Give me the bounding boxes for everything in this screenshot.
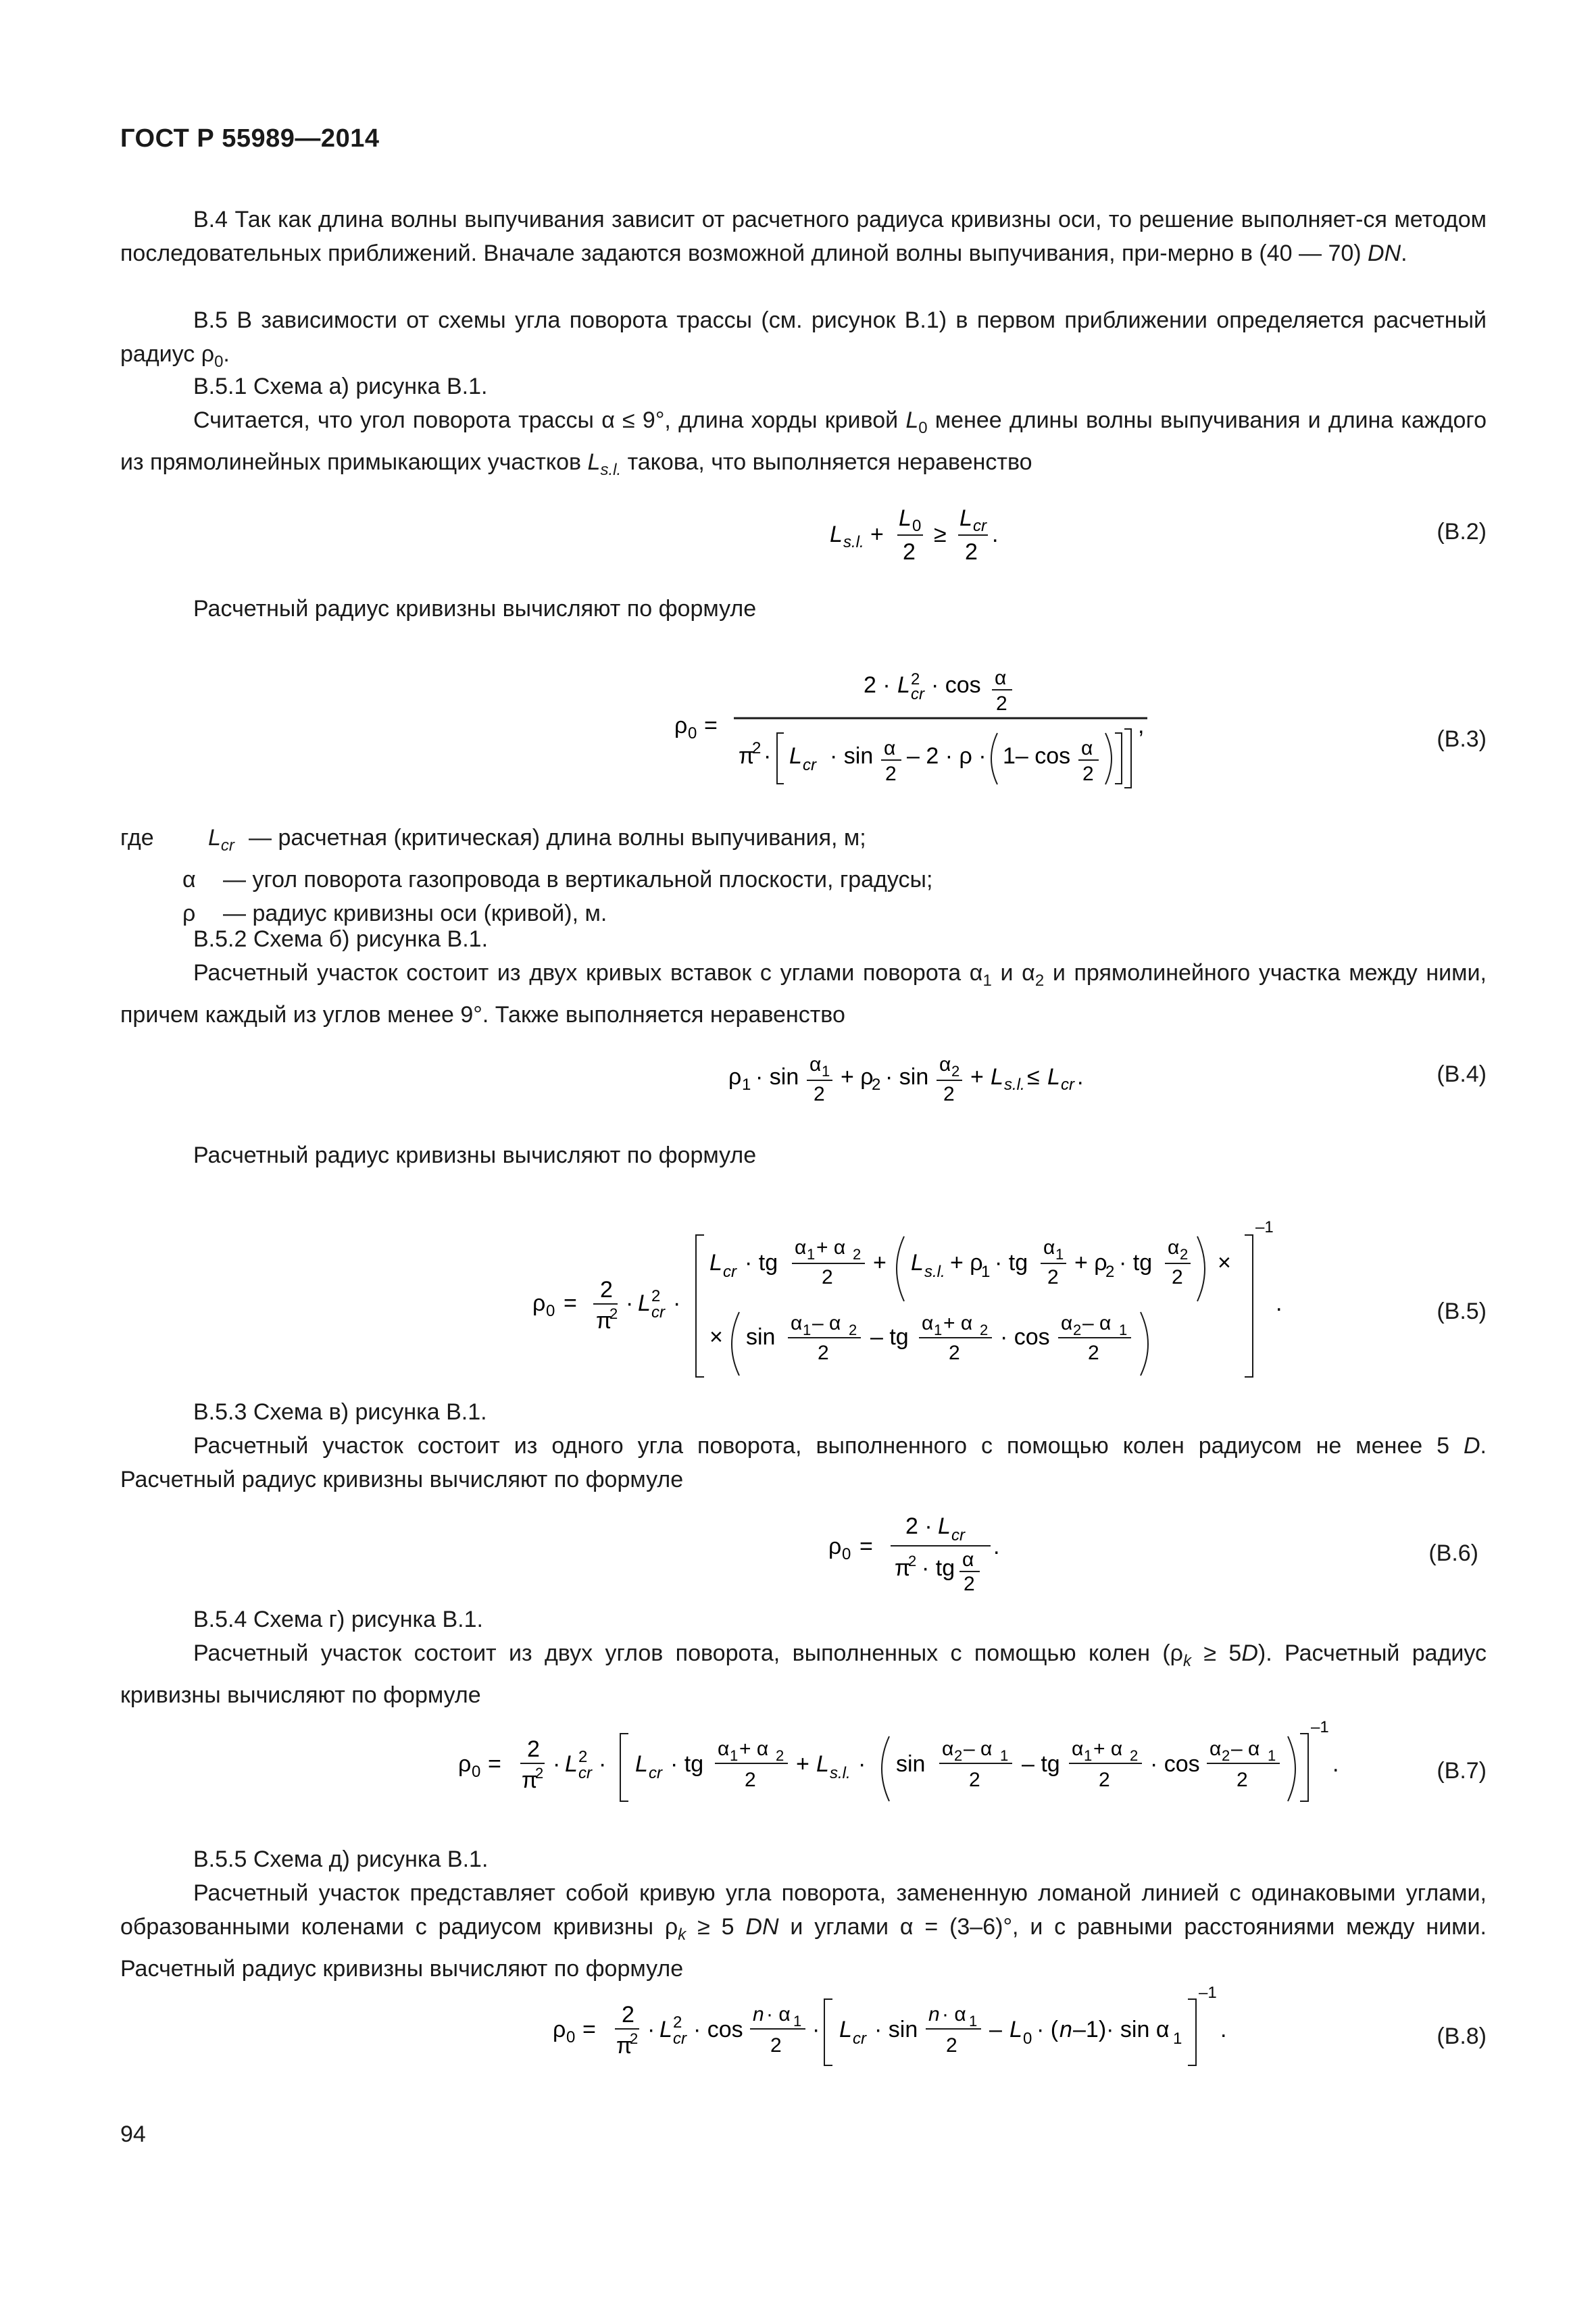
svg-text:L: L <box>635 1751 648 1777</box>
svg-text:– 2 · ρ ·: – 2 · ρ · <box>907 743 987 769</box>
svg-text:α: α <box>795 1236 807 1259</box>
svg-text:α: α <box>962 1549 974 1571</box>
svg-text:≥: ≥ <box>934 522 947 547</box>
svg-text:·: · <box>812 2017 820 2042</box>
svg-text:π: π <box>596 1308 612 1334</box>
where-alpha-symbol: α <box>182 866 196 892</box>
svg-text:α: α <box>809 1053 822 1076</box>
svg-text:2: 2 <box>818 1342 829 1364</box>
svg-text:s.l.: s.l. <box>830 1764 851 1782</box>
svg-text:cr: cr <box>651 1303 665 1322</box>
formula-b4 <box>593 1044 1201 1111</box>
svg-text:1: 1 <box>793 2013 802 2030</box>
svg-text:2: 2 <box>578 1748 588 1766</box>
formula-b5 <box>404 1216 1350 1378</box>
svg-text:– α: – α <box>964 1738 993 1760</box>
svg-text:α: α <box>1061 1312 1073 1334</box>
svg-text:2: 2 <box>980 1322 989 1338</box>
svg-text:2: 2 <box>1082 763 1094 785</box>
page-number: 94 <box>120 2121 146 2147</box>
svg-text:cr: cr <box>578 1764 592 1782</box>
svg-text:,: , <box>1138 713 1145 738</box>
svg-text:α: α <box>884 737 896 759</box>
svg-text:ρ: ρ <box>828 1534 842 1559</box>
svg-text:1: 1 <box>1173 2030 1182 2048</box>
svg-text:cr: cr <box>951 1526 965 1544</box>
svg-text:=: = <box>859 1534 873 1559</box>
svg-text:2 ·: 2 · <box>905 1513 932 1539</box>
svg-text:.: . <box>1276 1290 1282 1316</box>
svg-text:0: 0 <box>546 1302 555 1320</box>
svg-text:.: . <box>993 1534 1000 1559</box>
svg-text:–: – <box>989 2017 1002 2042</box>
equation-number: (В.4) <box>1437 1061 1487 1087</box>
svg-text:α: α <box>1072 1738 1084 1760</box>
svg-text:·: · <box>673 1290 681 1316</box>
svg-text:1: 1 <box>934 1322 943 1338</box>
svg-text:α: α <box>995 667 1007 689</box>
svg-text:1: 1 <box>1268 1747 1276 1764</box>
svg-text:cr: cr <box>973 517 987 535</box>
svg-text:0: 0 <box>842 1545 851 1563</box>
svg-text:L: L <box>839 2017 852 2042</box>
equation-b6 <box>120 1500 1487 1594</box>
document-header: ГОСТ Р 55989—2014 <box>120 124 380 153</box>
svg-text:L: L <box>959 505 972 531</box>
svg-text:ρ: ρ <box>553 2017 566 2042</box>
svg-text:2: 2 <box>527 1736 540 1762</box>
svg-text:+: + <box>870 522 884 547</box>
section-b52-title: В.5.2 Схема б) рисунка В.1. <box>193 926 489 952</box>
svg-text:×: × <box>1218 1250 1231 1276</box>
svg-text:· cos: · cos <box>931 672 981 698</box>
svg-text:2: 2 <box>1237 1769 1248 1791</box>
svg-text:L: L <box>991 1064 1003 1090</box>
svg-text:n: n <box>928 2003 940 2026</box>
svg-text:α: α <box>1210 1738 1222 1760</box>
svg-text:2: 2 <box>903 539 916 565</box>
svg-text:· tg: · tg <box>1119 1250 1153 1276</box>
svg-text:+: + <box>873 1250 887 1276</box>
paragraph-b4: В.4 Так как длина волны выпучивания зависит от расчетного радиуса кривизны оси, то решение выполняет-ся методом последовательных приближений. Вначале задаются возможной длиной волны выпучивания, при-мерно в (40 — 70) DN. <box>120 207 1487 266</box>
svg-text:L: L <box>830 522 843 547</box>
svg-text:≤: ≤ <box>1027 1064 1040 1090</box>
svg-text:2: 2 <box>1047 1266 1059 1288</box>
svg-text:+: + <box>796 1751 809 1777</box>
svg-text:0: 0 <box>688 724 697 743</box>
svg-text:cr: cr <box>911 685 924 703</box>
paragraph-b54: Расчетный участок состоит из двух углов поворота, выполненных с помощью колен $(\rho_k \ge 5D)$. Расчетный радиус кривизны вычисляют по формуле <box>120 1640 1487 1708</box>
svg-text:2: 2 <box>600 1277 613 1303</box>
equation-number: (В.5) <box>1437 1299 1487 1324</box>
svg-text:· α: · α <box>942 2003 966 2026</box>
where-rho-text: — радиус кривизны оси (кривой), м. <box>223 900 607 926</box>
svg-text:·: · <box>553 1751 561 1777</box>
svg-text:×: × <box>709 1324 723 1350</box>
svg-text:cr: cr <box>803 756 816 774</box>
svg-text:· tg: · tg <box>922 1555 955 1581</box>
svg-text:α: α <box>718 1738 730 1760</box>
svg-text:L: L <box>911 1250 924 1276</box>
svg-text:1– cos: 1– cos <box>1003 743 1071 769</box>
svg-text:2: 2 <box>622 2002 634 2028</box>
svg-text:2: 2 <box>969 1769 980 1791</box>
formula-b8 <box>418 1983 1499 2071</box>
svg-text:·: · <box>626 1290 634 1316</box>
svg-text:2: 2 <box>1222 1747 1230 1764</box>
svg-text:L: L <box>1009 2017 1022 2042</box>
calc-radius-text-1: Расчетный радиус кривизны вычисляют по формуле <box>193 596 757 622</box>
equation-b2 <box>120 500 1487 568</box>
paragraph-b5: В.5 В зависимости от схемы угла поворота трассы (см. рисунок В.1) в первом приближении определяется расчетный радиус $\rho_0$. <box>120 307 1487 371</box>
svg-text:π: π <box>616 2033 632 2059</box>
svg-text:2: 2 <box>535 1765 544 1782</box>
svg-text:π: π <box>522 1767 538 1793</box>
svg-text:α: α <box>1043 1236 1055 1259</box>
svg-text:1: 1 <box>969 2013 978 2030</box>
svg-text:2: 2 <box>965 539 978 565</box>
svg-text:· tg: · tg <box>745 1250 778 1276</box>
svg-text:+ ρ: + ρ <box>1074 1250 1107 1276</box>
svg-text:+ ρ: + ρ <box>950 1250 983 1276</box>
svg-text:sin: sin <box>896 1751 926 1777</box>
svg-text:–1: –1 <box>1255 1218 1274 1236</box>
svg-text:2: 2 <box>872 1076 881 1094</box>
where-lcr-symbol: $L_{cr}$ <box>208 825 234 855</box>
svg-text:.: . <box>1220 2017 1227 2042</box>
equation-b5 <box>120 1216 1487 1378</box>
svg-text:s.l.: s.l. <box>843 533 864 551</box>
svg-text:1: 1 <box>1055 1246 1064 1263</box>
svg-text:=: = <box>704 713 718 738</box>
svg-text:– α: – α <box>1231 1738 1260 1760</box>
svg-text:· sin: · sin <box>755 1064 799 1090</box>
svg-text:L: L <box>899 505 912 531</box>
svg-text:2: 2 <box>1130 1747 1139 1764</box>
svg-text:1: 1 <box>1000 1747 1009 1764</box>
svg-text:=: = <box>488 1751 501 1777</box>
svg-text:n: n <box>753 2003 764 2026</box>
svg-text:+ ρ: + ρ <box>841 1064 874 1090</box>
svg-text:1: 1 <box>742 1076 751 1094</box>
svg-text:2: 2 <box>908 1553 917 1569</box>
formula-b7 <box>323 1716 1404 1811</box>
svg-text:.: . <box>1077 1064 1084 1090</box>
svg-text:2: 2 <box>853 1246 862 1263</box>
svg-text:– tg: – tg <box>870 1324 909 1350</box>
svg-text:L: L <box>638 1290 651 1316</box>
svg-text:+ α: + α <box>1093 1738 1123 1760</box>
svg-text:+ α: + α <box>739 1738 769 1760</box>
svg-text:2: 2 <box>1172 1266 1183 1288</box>
svg-text:s.l.: s.l. <box>1004 1076 1025 1094</box>
svg-text:L: L <box>659 2017 672 2042</box>
svg-text:0: 0 <box>1023 2030 1032 2048</box>
svg-text:sin: sin <box>746 1324 776 1350</box>
svg-text:· cos: · cos <box>1000 1324 1050 1350</box>
where-clause <box>120 821 1487 930</box>
svg-text:·: · <box>599 1751 607 1777</box>
svg-text:L: L <box>565 1751 578 1777</box>
svg-text:1: 1 <box>730 1747 739 1764</box>
svg-text:=: = <box>582 2017 596 2042</box>
svg-text:2: 2 <box>954 1747 963 1764</box>
svg-text:cr: cr <box>723 1263 737 1281</box>
svg-text:1: 1 <box>807 1246 816 1263</box>
equation-number: (В.8) <box>1437 2023 1487 2049</box>
equation-b8 <box>120 1983 1487 2071</box>
svg-text:.: . <box>992 522 999 547</box>
svg-text:+ α: + α <box>816 1236 846 1259</box>
svg-text:s.l.: s.l. <box>924 1263 945 1281</box>
svg-text:1: 1 <box>981 1263 991 1281</box>
where-rho-symbol: ρ <box>182 900 196 926</box>
where-alpha-text: — угол поворота газопровода в вертикальной плоскости, градусы; <box>223 866 933 892</box>
svg-text:1: 1 <box>1084 1747 1093 1764</box>
section-b51-title: В.5.1 Схема а) рисунка В.1. <box>193 374 488 399</box>
svg-text:2: 2 <box>964 1573 975 1594</box>
svg-text:cr: cr <box>649 1764 662 1782</box>
svg-text:2: 2 <box>911 670 920 688</box>
svg-text:· cos: · cos <box>693 2017 743 2042</box>
svg-text:+ α: + α <box>943 1312 973 1334</box>
svg-text:L: L <box>938 1513 951 1539</box>
equation-number: (В.2) <box>1437 519 1487 545</box>
section-b53-title: В.5.3 Схема в) рисунка В.1. <box>193 1399 487 1425</box>
svg-text:2: 2 <box>752 739 762 757</box>
formula-b6 <box>688 1500 1296 1594</box>
svg-text:2: 2 <box>1105 1263 1115 1281</box>
svg-text:π: π <box>895 1555 911 1581</box>
svg-text:ρ: ρ <box>458 1751 472 1777</box>
svg-text:α: α <box>791 1312 803 1334</box>
formula-b3 <box>546 665 1222 794</box>
svg-text:ρ: ρ <box>674 713 688 738</box>
svg-text:2: 2 <box>609 1305 618 1322</box>
equation-b3 <box>120 665 1487 794</box>
svg-text:cr: cr <box>1061 1076 1074 1094</box>
svg-text:2: 2 <box>885 763 897 785</box>
svg-text:L: L <box>816 1751 829 1777</box>
svg-text:2: 2 <box>951 1063 960 1080</box>
paragraph-b52: Расчетный участок состоит из двух кривых вставок с углами поворота $\alpha_1$ и $\alpha_2$ и прямолинейного участка между ними, причем каждый из углов менее 9°. Также выполняется неравенство <box>120 960 1487 1028</box>
svg-text:2: 2 <box>673 2013 682 2032</box>
svg-text:· (: · ( <box>1037 2017 1059 2042</box>
paragraph-b51: Считается, что угол поворота трассы α ≤ 9°, длина хорды кривой $L_0$ менее длины волны выпучивания и длина каждого из прямолинейных примыкающих участков $L_{s.l.}$ такова, что выполняется неравенство <box>120 407 1487 479</box>
svg-text:α: α <box>1081 737 1093 759</box>
svg-text:α: α <box>1168 1236 1180 1259</box>
section-b54-title: В.5.4 Схема г) рисунка В.1. <box>193 1607 483 1632</box>
equation-b7 <box>120 1716 1487 1811</box>
svg-text:0: 0 <box>912 517 922 535</box>
svg-text:+: + <box>970 1064 984 1090</box>
equation-number: (В.3) <box>1437 726 1487 752</box>
svg-text:2: 2 <box>1180 1246 1189 1263</box>
svg-text:α: α <box>942 1738 954 1760</box>
where-lcr-text: — расчетная (критическая) длина волны выпучивания, м; <box>249 825 866 851</box>
svg-text:2: 2 <box>946 2034 957 2057</box>
svg-text:2: 2 <box>776 1747 784 1764</box>
svg-text:2: 2 <box>630 2030 639 2047</box>
svg-text:2 ·: 2 · <box>864 672 891 698</box>
svg-text:–1: –1 <box>1311 1718 1329 1736</box>
svg-text:2: 2 <box>1088 1342 1099 1364</box>
section-b55-title: В.5.5 Схема д) рисунка В.1. <box>193 1846 489 1872</box>
svg-text:· cos: · cos <box>1150 1751 1200 1777</box>
svg-text:· sin: · sin <box>874 2017 918 2042</box>
svg-text:1: 1 <box>1119 1322 1128 1338</box>
svg-text:· α: · α <box>766 2003 791 2026</box>
svg-text:ρ: ρ <box>532 1290 546 1316</box>
svg-text:α: α <box>922 1312 934 1334</box>
svg-text:2: 2 <box>849 1322 857 1338</box>
svg-text:L: L <box>1047 1064 1060 1090</box>
svg-text:2: 2 <box>943 1083 955 1105</box>
svg-text:2: 2 <box>1073 1322 1082 1338</box>
svg-text:2: 2 <box>822 1266 833 1288</box>
svg-text:– tg: – tg <box>1022 1751 1060 1777</box>
svg-text:2: 2 <box>814 1083 825 1105</box>
svg-text:· sin: · sin <box>830 743 874 769</box>
svg-text:1: 1 <box>803 1322 812 1338</box>
svg-text:· tg: · tg <box>670 1751 704 1777</box>
svg-text:–1)· sin α: –1)· sin α <box>1073 2017 1170 2042</box>
paragraph-b53: Расчетный участок состоит из одного угла поворота, выполненного с помощью колен радиусом не менее 5 D. Расчетный радиус кривизны вычисляют по формуле <box>120 1433 1487 1492</box>
svg-text:L: L <box>789 743 802 769</box>
svg-text:n: n <box>1059 2017 1072 2042</box>
svg-text:=: = <box>564 1290 577 1316</box>
svg-text:0: 0 <box>566 2028 576 2046</box>
svg-text:– α: – α <box>1082 1312 1112 1334</box>
svg-text:2: 2 <box>1099 1769 1110 1791</box>
svg-text:.: . <box>1332 1751 1339 1777</box>
paragraph-b55: Расчетный участок представляет собой кривую угла поворота, замененную ломаной линией с одинаковыми углами, образованными коленами с радиусом кривизны $\rho_k \ge 5$ DN и углами α = (3–6)°, и с равными расстояниями между ними. Расчетный радиус кривизны вычисляют по формуле <box>120 1880 1487 1982</box>
svg-text:L: L <box>709 1250 722 1276</box>
svg-text:· sin: · sin <box>885 1064 929 1090</box>
svg-text:2: 2 <box>996 693 1007 715</box>
svg-text:α: α <box>939 1053 951 1076</box>
svg-text:2: 2 <box>651 1287 661 1305</box>
equation-number: (В.7) <box>1437 1758 1487 1784</box>
svg-text:– α: – α <box>812 1312 841 1334</box>
svg-text:·: · <box>647 2017 655 2042</box>
svg-text:π: π <box>739 743 755 769</box>
svg-text:· tg: · tg <box>995 1250 1028 1276</box>
svg-text:ρ: ρ <box>728 1064 742 1090</box>
svg-text:–1: –1 <box>1199 1984 1217 2002</box>
svg-text:1: 1 <box>822 1063 830 1080</box>
svg-text:2: 2 <box>745 1769 756 1791</box>
equation-b4 <box>120 1044 1487 1111</box>
svg-text:cr: cr <box>673 2030 687 2048</box>
svg-text:2: 2 <box>949 1342 960 1364</box>
svg-text:·: · <box>764 743 772 769</box>
svg-text:L: L <box>897 672 910 698</box>
svg-text:cr: cr <box>853 2030 866 2048</box>
svg-text:·: · <box>858 1751 866 1777</box>
where-word: где <box>120 825 154 851</box>
calc-radius-text-2: Расчетный радиус кривизны вычисляют по формуле <box>193 1142 757 1168</box>
svg-text:0: 0 <box>472 1763 481 1781</box>
formula-b2 <box>708 500 1316 568</box>
svg-text:2: 2 <box>770 2034 782 2057</box>
equation-number: (В.6) <box>1428 1540 1478 1566</box>
